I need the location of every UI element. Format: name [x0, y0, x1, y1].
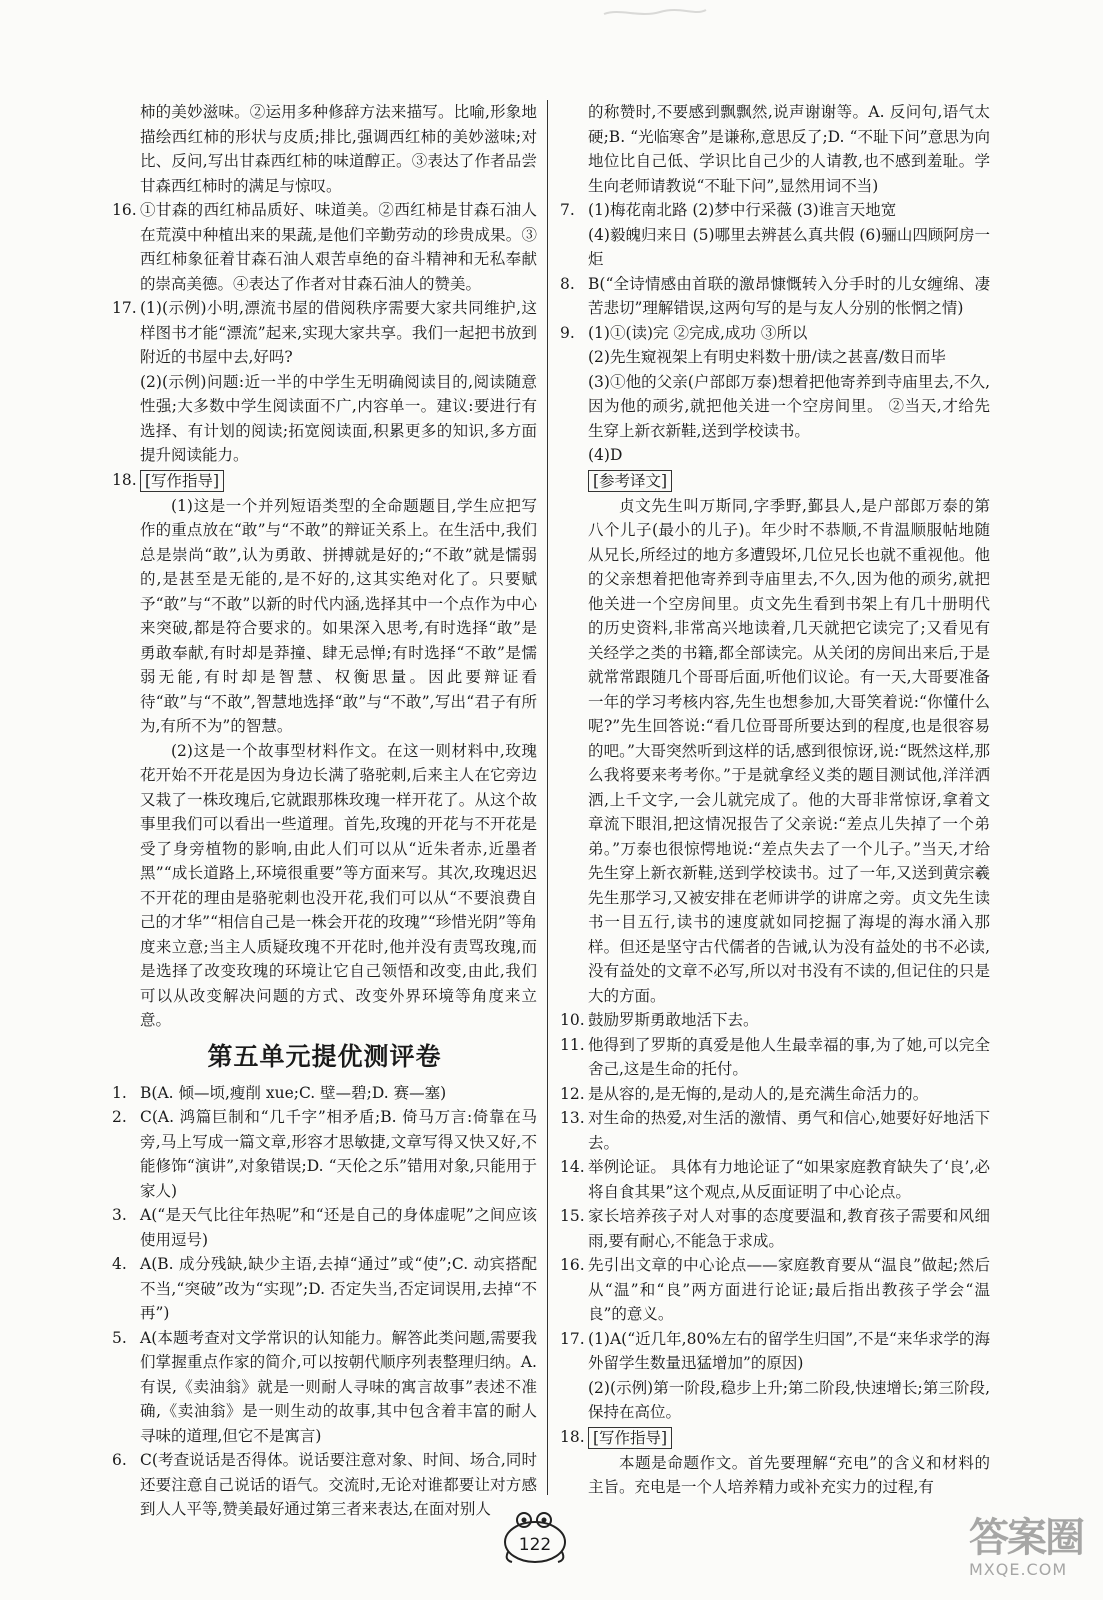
- answer-text: B(“全诗情感由首联的激昂慷慨转入分手时的儿女缠绵、凄苦悲切”理解错误,这两句写的是与友人分别的怅惘之情): [588, 274, 990, 317]
- answer-13: [560, 1106, 990, 1155]
- answer-number: 18.: [560, 1427, 585, 1446]
- left-column: [112, 100, 537, 1522]
- answer-text: 对生命的热爱,对生活的激情、勇气和信心,她要好好地活下去。: [588, 1109, 990, 1152]
- answer-number: 17.: [112, 299, 137, 317]
- answer-number: 2.: [112, 1108, 127, 1126]
- answer-text: A(“是天气比往年热呢”和“还是自己的身体虚呢”之间应该使用逗号): [140, 1206, 537, 1249]
- answer-16: [112, 198, 537, 296]
- answer-11: [560, 1033, 990, 1082]
- answer-number: 15.: [560, 1207, 585, 1225]
- answer-text: C(A. 鸿篇巨制和“几千字”相矛盾;B. 倚马万言:倚靠在马旁,马上写成一篇文章,形容才思敏捷,文章写得又快又好,不能修饰“演讲”,对象错误;D. “天伦之乐”错用对象,只能用于家人): [140, 1108, 537, 1200]
- answer-5: [112, 1326, 537, 1449]
- reference-translation-tag: [参考译文]: [588, 470, 672, 492]
- answer-15: [560, 1204, 990, 1253]
- watermark-title: 答案圈: [969, 1515, 1083, 1561]
- answer-number: 16.: [560, 1256, 585, 1274]
- answer-text: (1)①(读)完 ②完成,成功 ③所以: [588, 323, 808, 342]
- reference-translation-text: 贞文先生叫万斯同,字季野,鄞县人,是户部郎万泰的第八个儿子(最小的儿子)。年少时不恭顺,不肯温顺服帖地随从兄长,所经过的地方多遭毁坏,几位兄长也就不重视他。他的父亲想着把他寄养到寺庙里去,不久,因为他的顽劣,就把他关进一个空房间里。贞文先生看到书架上有几十册明代的历史资料,非常高兴地读着,几天就把它读完了;又看见有关经学之类的书籍,都全部读完。从关闭的房间出来后,于是就常常跟随几个哥哥后面,听他们议论。有一天,大哥要准备一年的学习考核内容,先生也想参加,大哥笑着说:“你懂什么呢?”先生回答说:“看几位哥哥所要达到的程度,也是很容易的吧。”大哥突然听到这样的话,感到很惊讶,说:“既然这样,那么我将要来考考你。”于是就拿经义类的题目测试他,洋洋洒洒,上千文字,一会儿就完成了。他的大哥非常惊讶,拿着文章流下眼泪,把这情况报告了父亲说:“差点儿失掉了一个弟弟。”万泰也很惊愕地说:“差点失去了一个儿子。”当天,才给先生穿上新衣新鞋,送到学校读书。过了一年,又送到黄宗羲先生那学习,又被安排在老师讲学的讲席之旁。贞文先生读书一目五行,读书的速度就如同挖掘了海堤的海水涌入那样。但还是坚守古代儒者的告诫,认为没有益处的书不必读,没有益处的文章不必写,所以对书没有不读的,但记住的只是大的方面。: [588, 496, 990, 1005]
- answer-10: [560, 1008, 990, 1033]
- answer-text: (1)这是一个并列短语类型的全命题题目,学生应把写作的重点放在“敢”与“不敢”的辩证关系上。在生活中,我们总是崇尚“敢”,认为勇敢、拼搏就是好的;“不敢”就是懦弱的,是甚至是无能的,是不好的,这其实绝对化了。只要赋予“敢”与“不敢”以新的时代内涵,选择其中一个点作为中心来突破,都是符合要求的。如果深入思考,有时选择“敢”是勇敢奉献,有时却是莽撞、肆无忌惮;有时选择“不敢”是懦弱无能,有时却是智慧、权衡思量。因此要辩证看待“敢”与“不敢”,智慧地选择“敢”与“不敢”,写出“君子有所为,有所不为”的智慧。: [140, 496, 537, 735]
- answer-text: (4)D: [588, 446, 623, 464]
- answer-number: 3.: [112, 1206, 127, 1224]
- answer-number: 12.: [560, 1084, 585, 1103]
- answer-9: [560, 321, 990, 1009]
- answer-8: [560, 272, 990, 321]
- right-column: [560, 100, 990, 1500]
- answer-text: (4)毅魄归来日 (5)哪里去辨甚么真共假 (6)骊山四顾阿房一炬: [588, 225, 990, 268]
- answer-14: [560, 1155, 990, 1204]
- answer-text: (2)这是一个故事型材料作文。在这一则材料中,玫瑰花开始不开花是因为身边长满了骆驼刺,后来主人在它旁边又栽了一株玫瑰后,它就跟那株玫瑰一样开花了。从这个故事里我们可以看出一些道理。首先,玫瑰的开花与不开花是受了身旁植物的影响,由此人们可以从“近朱者赤,近墨者黑”“成长道路上,环境很重要”等方面来写。其次,玫瑰迟迟不开花的理由是骆驼刺也没开花,我们可以从“不要浪费自己的才华”“相信自己是一株会开花的玫瑰”“珍惜光阴”等角度来立意;当主人质疑玫瑰不开花时,他并没有责骂玫瑰,而是选择了改变玫瑰的环境让它自己领悟和改变,由此,我们可以从改变解决问题的方式、改变外界环境等角度来立意。: [140, 741, 537, 1029]
- answer-text: 先引出文章的中心论点——家庭教育要从“温良”做起;然后从“温”和“良”两方面进行论证;最后指出教孩子学会“温良”的意义。: [588, 1256, 990, 1323]
- page-number: 122: [518, 1535, 552, 1555]
- column-divider: [547, 100, 548, 1495]
- answer-text: 举例论证。 具体有力地论证了“如果家庭教育缺失了‘良’,必将自食其果”这个观点,从反面证明了中心论点。: [588, 1158, 990, 1201]
- answer-6-continued: [560, 100, 990, 198]
- watermark-logo: [969, 1516, 1089, 1586]
- answer-number: 10.: [560, 1011, 585, 1029]
- answer-3: [112, 1203, 537, 1252]
- answer-text: 本题是命题作文。首先要理解“充电”的含义和材料的主旨。充电是一个人培养精力或补充实力的过程,有: [588, 1453, 990, 1496]
- answer-6: [112, 1448, 537, 1522]
- answer-17: [112, 296, 537, 468]
- answer-text: (1)梅花南北路 (2)梦中行采薇 (3)谁言天地宽: [588, 201, 897, 219]
- answer-text: A(本题考查对文学常识的认知能力。解答此类问题,需要我们掌握重点作家的简介,可以按朝代顺序列表整理归纳。A. 有误,《卖油翁》就是一则耐人寻味的寓言故事”表述不准确,《卖油翁》是一则生动的故事,其中包含着丰富的耐人寻味的道理,但它不是寓言): [140, 1328, 537, 1445]
- answer-number: 11.: [560, 1035, 585, 1054]
- answer-text: A(B. 成分残缺,缺少主语,去掉“通过”或“使”;C. 动宾搭配不当,“突破”改为“实现”;D. 否定失当,否定词误用,去掉“不再”): [140, 1255, 537, 1322]
- answer-number: 1.: [112, 1083, 127, 1102]
- writing-guide-tag: [写作指导]: [588, 1427, 672, 1449]
- answer-number: 8.: [560, 274, 575, 293]
- writing-guide-tag: [写作指导]: [140, 470, 224, 492]
- answer-text: (2)先生窥视架上有明史料数十册/读之甚喜/数日而毕: [588, 348, 946, 366]
- scan-smudge: [600, 4, 710, 22]
- answer-text: (1)A(“近几年,80%左右的留学生归国”,不是“来华求学的海外留学生数量迅猛增加”的原因): [588, 1329, 990, 1372]
- section-title: 第五单元提优测评卷: [207, 1041, 442, 1071]
- answer-text: (1)(示例)小明,漂流书屋的借阅秩序需要大家共同维护,这样图书才能“漂流”起来,实现大家共享。我们一起把书放到附近的书屋中去,好吗?: [140, 299, 537, 366]
- answer-number: 7.: [560, 201, 575, 219]
- answer-text: C(考查说话是否得体。说话要注意对象、时间、场合,同时还要注意自己说话的语气。交流时,无论对谁都要让对方感到人人平等,赞美最好通过第三者来表达,在面对别人: [140, 1451, 537, 1518]
- answer-15-continued: [112, 100, 537, 198]
- answer-text: ①甘森的西红柿品质好、味道美。②西红柿是甘森石油人在荒漠中种植出来的果蔬,是他们辛勤劳动的珍贵成果。③西红柿象征着甘森石油人艰苦卓绝的奋斗精神和无私奉献的崇高美德。④表达了作者对甘森石油人的赞美。: [140, 201, 537, 293]
- answer-text: (2)(示例)第一阶段,稳步上升;第二阶段,快速增长;第三阶段,保持在高位。: [588, 1378, 990, 1421]
- answer-18: [560, 1425, 990, 1500]
- answer-text: (3)①他的父亲(户部郎万泰)想着把他寄养到寺庙里去,不久,因为他的顽劣,就把他关进一个空房间里。 ②当天,才给先生穿上新衣新鞋,送到学校读书。: [588, 372, 990, 440]
- answer-2: [112, 1105, 537, 1203]
- watermark-url: MXQE.COM: [969, 1560, 1068, 1579]
- answer-18: [112, 468, 537, 1033]
- answer-text: 他得到了罗斯的真爱是他人生最幸福的事,为了她,可以完全舍己,这是生命的托付。: [588, 1035, 990, 1078]
- answer-number: 5.: [112, 1328, 127, 1347]
- answer-number: 17.: [560, 1329, 585, 1348]
- answer-16: [560, 1253, 990, 1327]
- answer-text: 家长培养孩子对人对事的态度要温和,教育孩子需要和风细雨,要有耐心,不能急于求成。: [588, 1207, 990, 1250]
- answer-text: B(A. 倾—顷,瘦削 xue;C. 壁—碧;D. 赛—塞): [140, 1083, 447, 1102]
- answer-4: [112, 1252, 537, 1326]
- answer-text: 的称赞时,不要感到飘飘然,说声谢谢等。A. 反问句,语气太硬;B. “光临寒舍”是谦称,意思反了;D. “不耻下问”意思为向地位比自己低、学识比自己少的人请教,也不感到羞耻。学生向老师请教说“不耻下问”,显然用词不当): [588, 103, 990, 195]
- answer-text: 是从容的,是无悔的,是动人的,是充满生命活力的。: [588, 1084, 929, 1103]
- answer-text: (2)(示例)问题:近一半的中学生无明确阅读目的,阅读随意性强;大多数中学生阅读面不广,内容单一。建议:要进行有选择、有计划的阅读;拓宽阅读面,积累更多的知识,多方面提升阅读能力。: [140, 372, 537, 464]
- answer-number: 6.: [112, 1451, 127, 1469]
- answer-text: 柿的美妙滋味。②运用多种修辞方法来描写。比喻,形象地描绘西红柿的形状与皮质;排比,强调西红柿的美妙滋味;对比、反问,写出甘森西红柿的味道醇正。③表达了作者品尝甘森西红柿时的满足与惊叹。: [140, 103, 537, 195]
- answer-7: [560, 198, 990, 272]
- answer-number: 16.: [112, 201, 137, 219]
- answer-number: 14.: [560, 1158, 585, 1176]
- answer-17: [560, 1327, 990, 1425]
- answer-12: [560, 1082, 990, 1107]
- answer-1: [112, 1081, 537, 1106]
- answer-number: 18.: [112, 470, 137, 489]
- answer-text: 鼓励罗斯勇敢地活下去。: [588, 1011, 759, 1029]
- answer-number: 4.: [112, 1255, 127, 1273]
- answer-number: 13.: [560, 1109, 585, 1127]
- answer-number: 9.: [560, 323, 575, 342]
